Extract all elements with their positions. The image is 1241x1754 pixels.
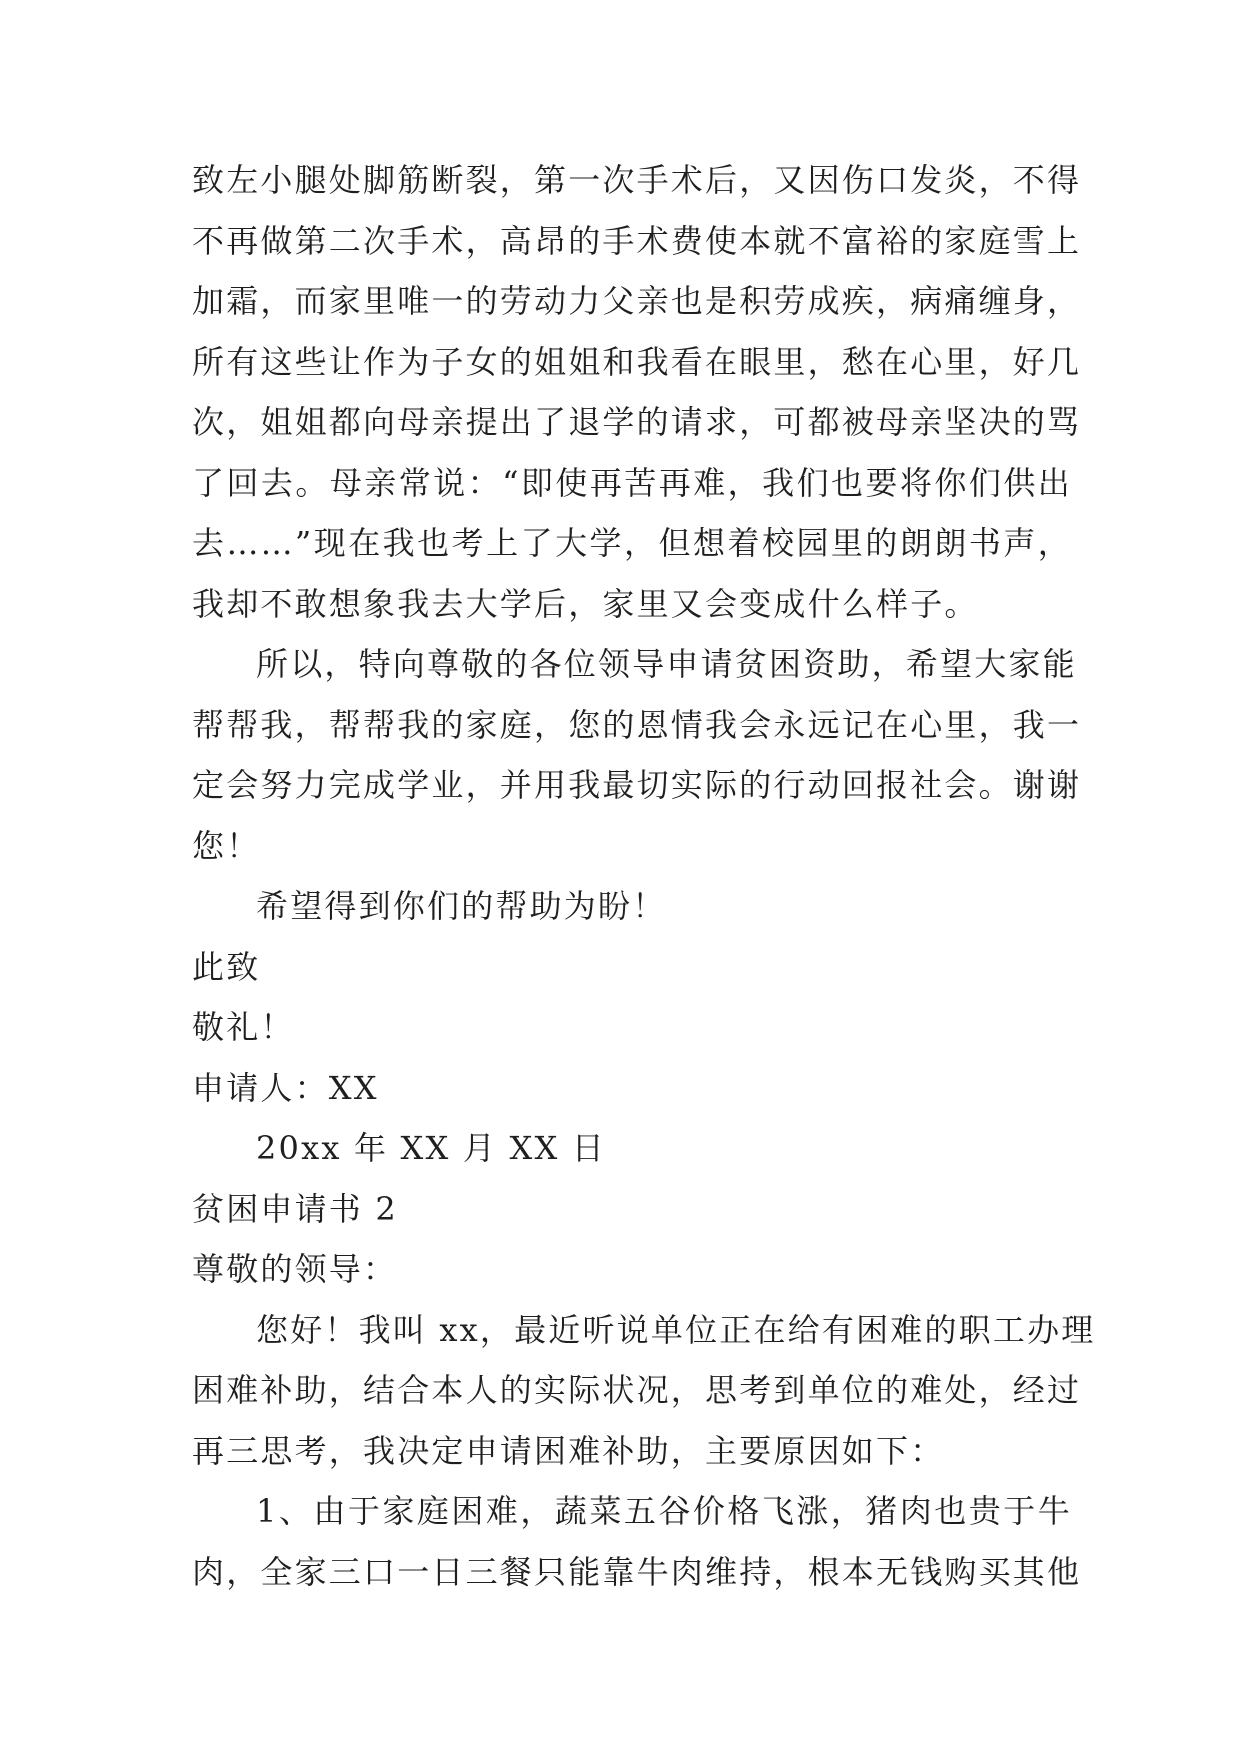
- text-line: 您！: [192, 826, 261, 865]
- section-title: 贫困申请书 2: [192, 1189, 398, 1228]
- hope-line: 希望得到你们的帮助为盼！: [256, 887, 667, 925]
- text-line: 我却不敢想象我去大学后，家里又会变成什么样子。: [192, 584, 979, 623]
- document-page: [192, 150, 1096, 1602]
- text-line: 困难补助，结合本人的实际状况，思考到单位的难处，经过: [192, 1371, 1082, 1409]
- text-line: 您好！我叫 xx，最近听说单位正在给有困难的职工办理: [256, 1310, 1096, 1349]
- paragraph-reason-1: [192, 1481, 1082, 1602]
- closing-ci-zhi: 此致: [192, 947, 261, 986]
- text-line: 再三思考，我决定申请困难补助，主要原因如下：: [192, 1431, 945, 1470]
- text-line: 所以，特向尊敬的各位领导申请贫困资助，希望大家能: [256, 645, 1077, 683]
- text-line: 了回去。母亲常说：“即使再苦再难，我们也要将你们供出: [192, 463, 1072, 502]
- salutation: 尊敬的领导：: [192, 1250, 398, 1288]
- text-line: 所有这些让作为子女的姐姐和我看在眼里，愁在心里，好几: [192, 342, 1082, 381]
- text-line: 帮帮我，帮帮我的家庭，您的恩情我会永远记在心里，我一: [192, 705, 1082, 744]
- text-line: 不再做第二次手术，高昂的手术费使本就不富裕的家庭雪上: [192, 221, 1082, 260]
- text-line: 去……”现在我也考上了大学，但想着校园里的朗朗书声，: [192, 524, 1072, 562]
- paragraph-request: [192, 634, 1082, 876]
- paragraph-family-hardship: [192, 150, 1082, 634]
- text-line: 定会努力完成学业，并用我最切实际的行动回报社会。谢谢: [192, 766, 1082, 804]
- text-line: 加霜，而家里唯一的劳动力父亲也是积劳成疾，病痛缠身，: [192, 282, 1082, 320]
- text-line: 1、由于家庭困难，蔬菜五谷价格飞涨，猪肉也贵于牛: [256, 1492, 1072, 1530]
- text-line: 次，姐姐都向母亲提出了退学的请求，可都被母亲坚决的骂: [192, 403, 1082, 441]
- text-line: 致左小腿处脚筋断裂，第一次手术后，又因伤口发炎，不得: [192, 161, 1082, 199]
- paragraph-introduction: [192, 1300, 1096, 1482]
- text-line: 肉，全家三口一日三餐只能靠牛肉维持，根本无钱购买其他: [192, 1552, 1082, 1591]
- closing-jing-li: 敬礼！: [192, 1008, 295, 1046]
- applicant-signature: 申请人：XX: [192, 1068, 379, 1107]
- date-line: 20xx 年 XX 月 XX 日: [256, 1129, 606, 1167]
